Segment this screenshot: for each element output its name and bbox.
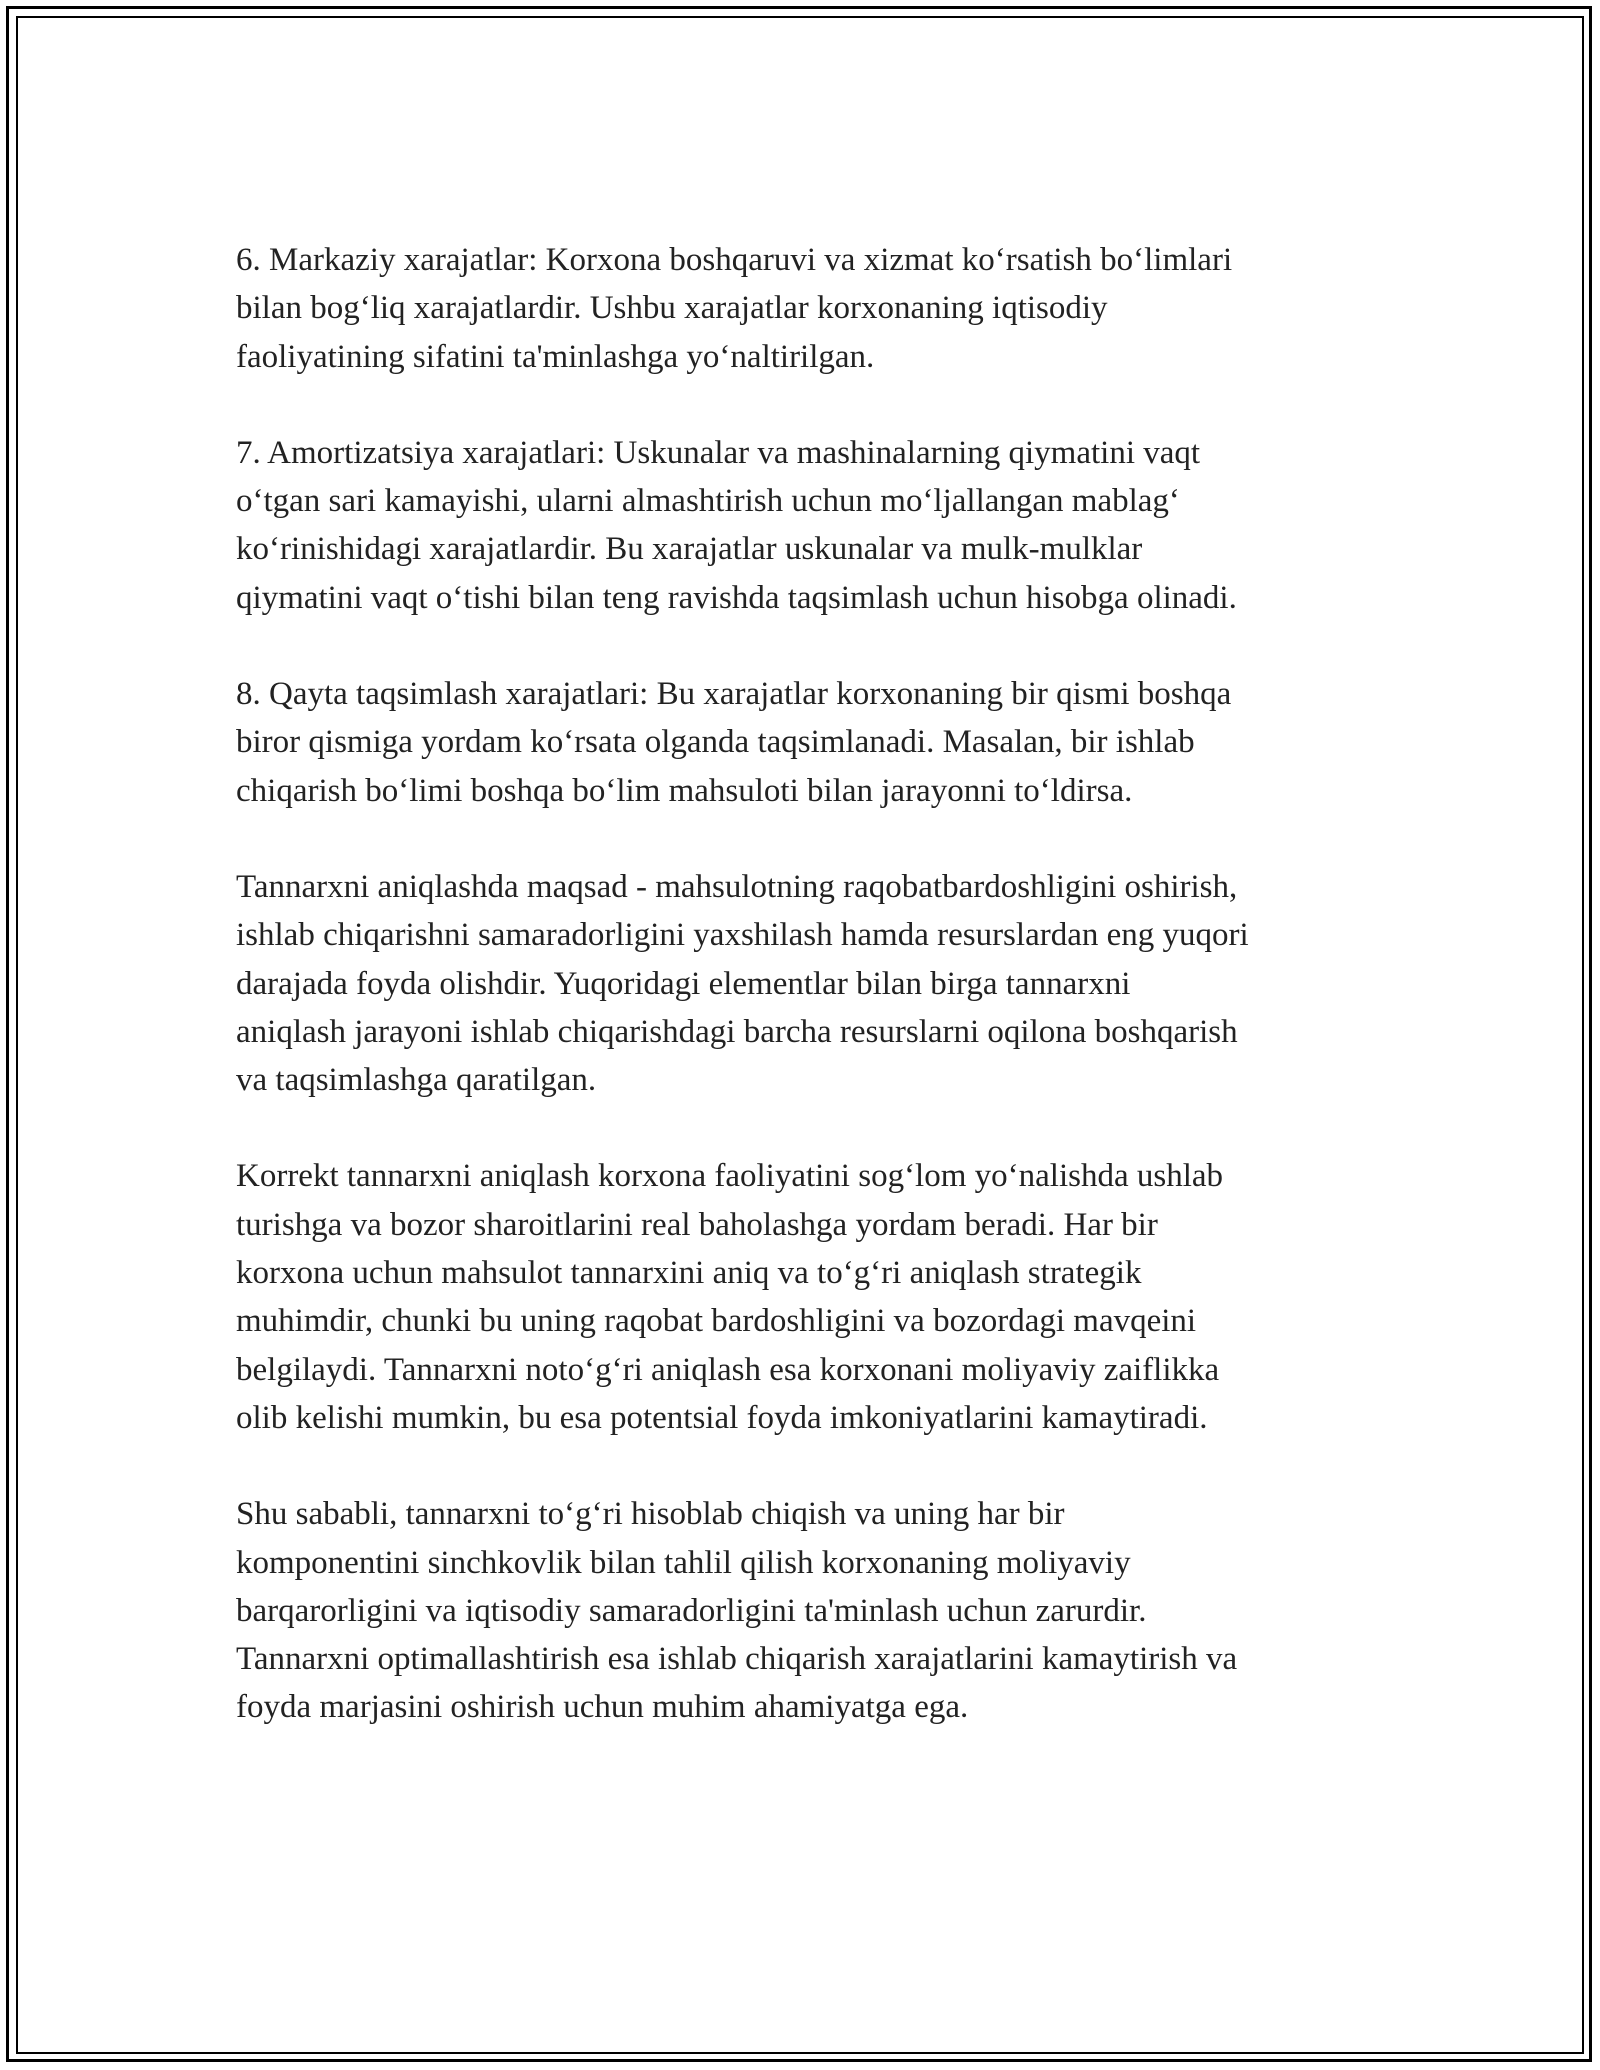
paragraph-qayta-taqsimlash-xarajatlari: 8. Qayta taqsimlash xarajatlari: Bu xarajatlar korxonaning bir qismi boshqa biror qismiga yordam koʻrsata olganda taqsimlanadi. Masalan, bir ishlab chiqarish boʻlimi boshqa boʻlim mahsuloti bilan jarayonni toʻldirsa. xyxy=(236,676,1232,809)
paragraph-markaziy-xarajatlar: 6. Markaziy xarajatlar: Korxona boshqaruvi va xizmat koʻrsatish boʻlimlari bilan bogʻliq xarajatlardir. Ushbu xarajatlar korxonaning iqtisodiy faoliyatining sifatini ta'minlashga yoʻnaltirilgan. xyxy=(236,242,1233,375)
paragraph-amortizatsiya-xarajatlari: 7. Amortizatsiya xarajatlari: Uskunalar va mashinalarning qiymatini vaqt oʻtgan sari kamayishi, ularni almashtirish uchun moʻljallangan mablagʻ koʻrinishidagi xarajatlardir. Bu xarajatlar uskunalar va mulk-mulklar qiymatini vaqt oʻtishi bilan teng ravishda taqsimlash uchun hisobga olinadi. xyxy=(236,434,1237,616)
document-body xyxy=(236,236,1384,1780)
paragraph-shu-sababli: Shu sababli, tannarxni toʻgʻri hisoblab chiqish va uning har bir komponentini sinchkovlik bilan tahlil qilish korxonaning moliyaviy barqarorligini va iqtisodiy samaradorligini ta'minlash uchun zarurdir. Tannarxni optimallashtirish esa ishlab chiqarish xarajatlarini kamaytirish va foyda marjasini oshirish uchun muhim ahamiyatga ega. xyxy=(236,1496,1238,1726)
paragraph-korrekt-tannarx: Korrekt tannarxni aniqlash korxona faoliyatini sogʻlom yoʻnalishda ushlab turishga va bozor sharoitlarini real baholashga yordam beradi. Har bir korxona uchun mahsulot tannarxini aniq va toʻgʻri aniqlash strategik muhimdir, chunki bu uning raqobat bardoshligini va bozordagi mavqeini belgilaydi. Tannarxni notoʻgʻri aniqlash esa korxonani moliyaviy zaiflikka olib kelishi mumkin, bu esa potentsial foyda imkoniyatlarini kamaytiradi. xyxy=(236,1158,1224,1436)
paragraph-tannarx-maqsad: Tannarxni aniqlashda maqsad - mahsulotning raqobatbardoshligini oshirish, ishlab chiqarishni samaradorligini yaxshilash hamda resurslardan eng yuqori darajada foyda olishdir. Yuqoridagi elementlar bilan birga tannarxni aniqlash jarayoni ishlab chiqarishdagi barcha resurslarni oqilona boshqarish va taqsimlashga qaratilgan. xyxy=(236,868,1249,1099)
